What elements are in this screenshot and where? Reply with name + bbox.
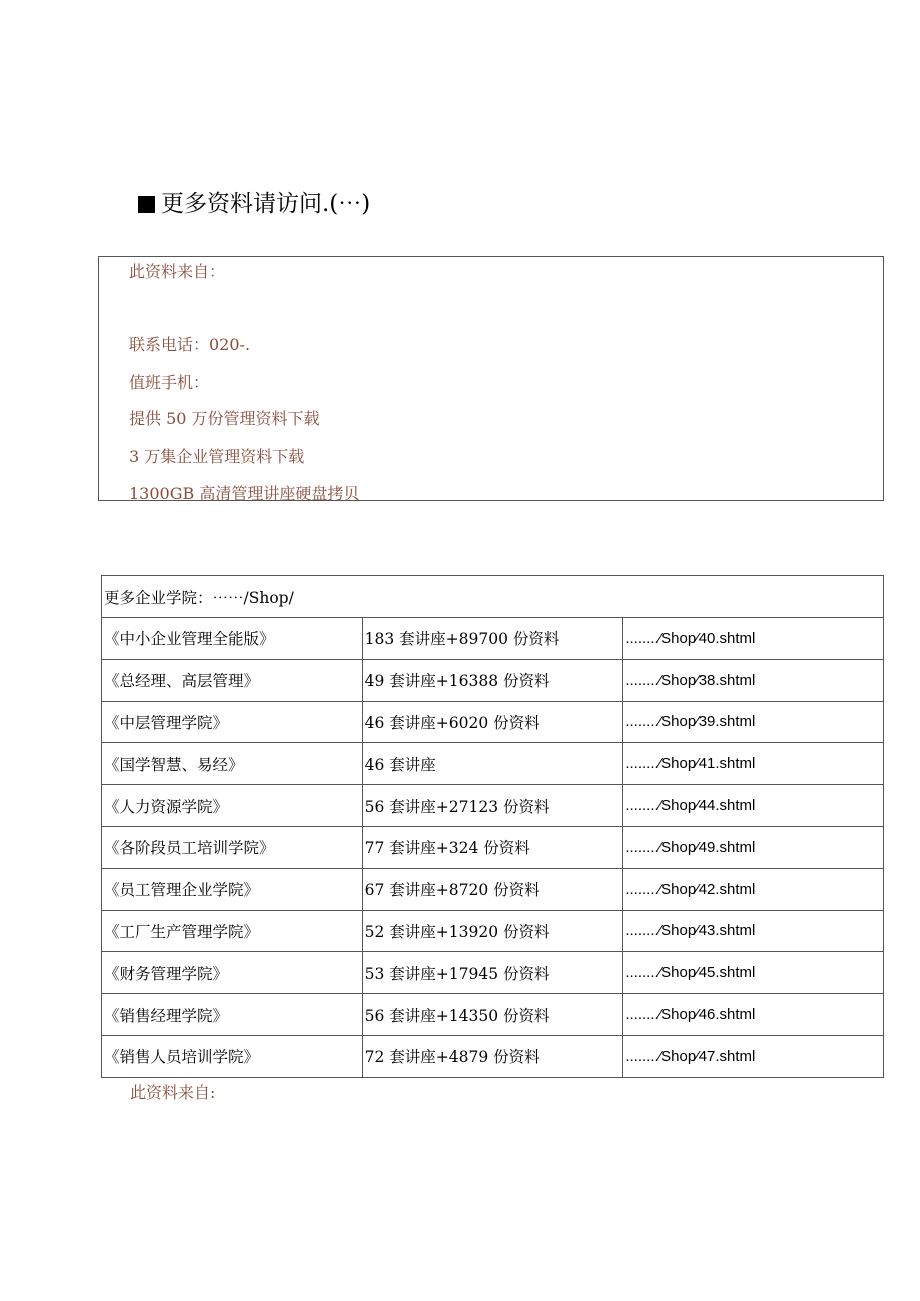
course-link-cell[interactable]: ........⁄Shop⁄45.shtml [623,952,884,994]
course-name-cell: 《工厂生产管理学院》 [102,910,363,952]
table-row [102,1035,884,1077]
course-name-cell: 《国学智慧、易经》 [102,743,363,785]
table-row [102,618,884,660]
course-link-cell[interactable]: ........⁄Shop⁄41.shtml [623,743,884,785]
course-name-cell: 《销售人员培训学院》 [102,1035,363,1077]
course-link-cell[interactable]: ........⁄Shop⁄43.shtml [623,910,884,952]
course-link-cell[interactable]: ........⁄Shop⁄40.shtml [623,618,884,660]
course-content-cell: 53 套讲座+17945 份资料 [362,952,623,994]
course-name-cell: 《销售经理学院》 [102,994,363,1036]
square-bullet-icon [138,196,155,213]
page-heading [138,188,370,220]
course-content-cell: 52 套讲座+13920 份资料 [362,910,623,952]
course-name-cell: 《中层管理学院》 [102,701,363,743]
course-content-cell: 72 套讲座+4879 份资料 [362,1035,623,1077]
table-row [102,952,884,994]
table-row [102,743,884,785]
course-content-cell: 77 套讲座+324 份资料 [362,826,623,868]
course-name-cell: 《中小企业管理全能版》 [102,618,363,660]
footer-note: 此资料来自: [130,1083,216,1102]
catalog-header: 更多企业学院：⋯⋯/Shop/ [102,576,884,618]
table-row [102,701,884,743]
catalog-table [101,575,884,1078]
table-row [102,910,884,952]
phone-label: 联系电话：020-. [129,335,251,354]
info-line-3: 1300GB 高清管理讲座硬盘拷贝 [129,484,360,503]
course-link-cell[interactable]: ........⁄Shop⁄49.shtml [623,826,884,868]
source-label: 此资料来自： [129,262,226,281]
table-row [102,868,884,910]
course-content-cell: 67 套讲座+8720 份资料 [362,868,623,910]
course-content-cell: 183 套讲座+89700 份资料 [362,618,623,660]
course-content-cell: 56 套讲座+14350 份资料 [362,994,623,1036]
info-line-2: 3 万集企业管理资料下载 [129,447,305,466]
catalog-header-row [102,576,884,618]
course-name-cell: 《人力资源学院》 [102,785,363,827]
table-row [102,826,884,868]
table-row [102,785,884,827]
course-link-cell[interactable]: ........⁄Shop⁄44.shtml [623,785,884,827]
course-link-cell[interactable]: ........⁄Shop⁄47.shtml [623,1035,884,1077]
course-name-cell: 《总经理、高层管理》 [102,659,363,701]
course-name-cell: 《财务管理学院》 [102,952,363,994]
heading-text: 更多资料请访问.(⋯) [161,191,371,217]
course-content-cell: 49 套讲座+16388 份资料 [362,659,623,701]
info-line-1: 提供 50 万份管理资料下载 [129,409,320,428]
course-name-cell: 《员工管理企业学院》 [102,868,363,910]
table-row [102,659,884,701]
info-box [98,256,884,501]
course-link-cell[interactable]: ........⁄Shop⁄39.shtml [623,701,884,743]
course-content-cell: 46 套讲座 [362,743,623,785]
course-link-cell[interactable]: ........⁄Shop⁄42.shtml [623,868,884,910]
course-content-cell: 46 套讲座+6020 份资料 [362,701,623,743]
table-row [102,994,884,1036]
mobile-label: 值班手机： [129,373,210,392]
course-content-cell: 56 套讲座+27123 份资料 [362,785,623,827]
course-link-cell[interactable]: ........⁄Shop⁄46.shtml [623,994,884,1036]
course-link-cell[interactable]: ........⁄Shop⁄38.shtml [623,659,884,701]
course-name-cell: 《各阶段员工培训学院》 [102,826,363,868]
